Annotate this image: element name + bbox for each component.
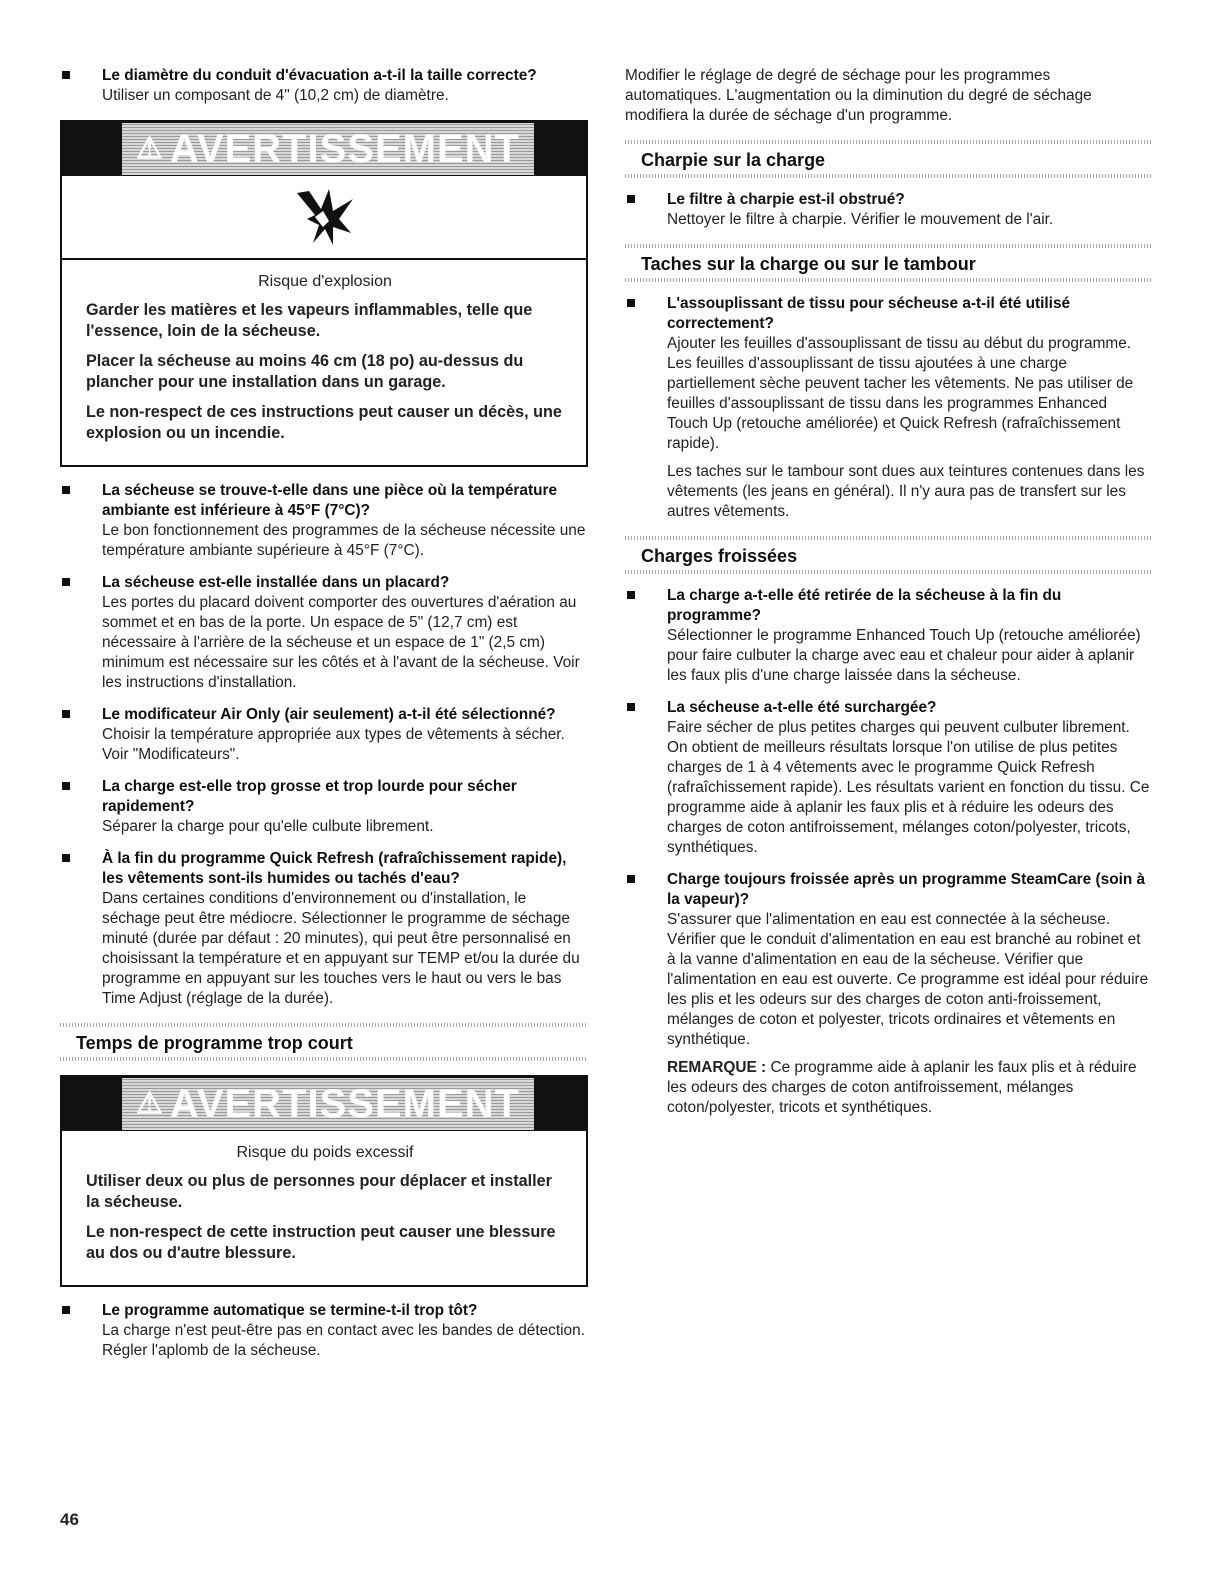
answer: Dans certaines conditions d'environnement ou d'installation, le séchage peut être médiocre. Sélectionner le programme de séchage minuté (durée par défaut : 20 minutes), qui peut être personnalisé en choisissant la température et en appuyant sur TEMP et/ou la durée du programme en appuyant sur les touches vers le haut ou vers le bas Time Adjust (réglage de la durée). xyxy=(102,890,580,1007)
explosion-icon xyxy=(62,176,586,260)
warning-subtitle: Risque du poids excessif xyxy=(236,1144,414,1161)
section-header xyxy=(625,140,1151,178)
answer: Sélectionner le programme Enhanced Touch Up (retouche améliorée) pour faire culbuter la charge avec eau et chaleur pour aider à aplanir les faux plis d'une charge laissée dans la sécheuse. xyxy=(667,627,1141,684)
list-item xyxy=(625,294,1151,522)
warning-text: Le non-respect de cette instruction peut causer une blessure au dos ou d'autre blessure. xyxy=(86,1223,556,1262)
bullet-icon xyxy=(62,71,70,79)
question: La sécheuse se trouve-t-elle dans une pièce où la température ambiante est inférieure à 45°F (7°C)? xyxy=(102,482,558,519)
list-item xyxy=(625,586,1151,686)
warning-triangle-icon: ⚠ xyxy=(136,1087,164,1120)
question: À la fin du programme Quick Refresh (rafraîchissement rapide), les vêtements sont-ils humides ou tachés d'eau? xyxy=(102,850,567,887)
answer: Ajouter les feuilles d'assouplissant de tissu au début du programme. Les feuilles d'assouplissant de tissu ajoutées à une charge partiellement sèche peuvent tacher les vêtements. Ne pas utiliser de feuilles d'assouplissant de tissu dans les programmes Enhanced Touch Up (retouche améliorée) et Quick Refresh (rafraîchissement rapide). xyxy=(667,335,1134,452)
bullet-icon xyxy=(627,703,635,711)
section-title: Charpie sur la charge xyxy=(641,150,826,170)
answer-extra: Les taches sur le tambour sont dues aux teintures contenues dans les vêtements (les jeans en général). Il n'y aura pas de transfert sur les autres vêtements. xyxy=(667,463,1145,520)
list-item xyxy=(60,777,588,837)
right-column xyxy=(625,66,1151,1130)
warning-header xyxy=(62,122,586,176)
section-title: Temps de programme trop court xyxy=(76,1033,353,1053)
warning-text: Garder les matières et les vapeurs inflammables, telle que l'essence, loin de la sécheuse. xyxy=(86,301,533,340)
warning-header xyxy=(62,1077,586,1131)
left-column xyxy=(60,66,588,1373)
warning-body xyxy=(62,260,586,465)
bullet-icon xyxy=(62,710,70,718)
bullet-icon xyxy=(62,578,70,586)
bullet-icon xyxy=(627,299,635,307)
question: La charge est-elle trop grosse et trop lourde pour sécher rapidement? xyxy=(102,778,517,815)
bullet-icon xyxy=(62,782,70,790)
warning-text: Placer la sécheuse au moins 46 cm (18 po) au-dessus du plancher pour une installation dans un garage. xyxy=(86,352,524,391)
answer: La charge n'est peut-être pas en contact avec les bandes de détection. Régler l'aplomb de la sécheuse. xyxy=(102,1322,585,1359)
bullet-icon xyxy=(627,591,635,599)
warning-body xyxy=(62,1131,586,1285)
list-item xyxy=(625,190,1151,230)
list-item xyxy=(625,698,1151,858)
divider xyxy=(60,1057,588,1061)
answer: Utiliser un composant de 4" (10,2 cm) de diamètre. xyxy=(102,87,449,104)
question: La sécheuse a-t-elle été surchargée? xyxy=(667,699,937,716)
list-item xyxy=(60,481,588,561)
bullet-icon xyxy=(62,854,70,862)
section-header xyxy=(60,1023,588,1061)
warning-title: ⚠ AVERTISSEMENT xyxy=(122,123,534,175)
paragraph: Modifier le réglage de degré de séchage pour les programmes automatiques. L'augmentation ou la diminution du degré de séchage modifiera la durée de séchage d'un programme. xyxy=(625,67,1092,124)
warning-box xyxy=(60,120,588,467)
remarque-label: REMARQUE : xyxy=(667,1059,767,1076)
list-item xyxy=(60,573,588,693)
list-item xyxy=(60,705,588,765)
list-item xyxy=(60,66,588,106)
remarque-text: Ce programme aide à aplanir les faux plis et à réduire les odeurs des charges de coton antifroissement, mélanges coton/polyester, tricots et synthétiques. xyxy=(667,1059,1137,1116)
section-header xyxy=(625,536,1151,574)
warning-title: ⚠ AVERTISSEMENT xyxy=(122,1078,534,1130)
question: Le modificateur Air Only (air seulement) a-t-il été sélectionné? xyxy=(102,706,556,723)
page-number: 46 xyxy=(60,1510,79,1529)
warning-box xyxy=(60,1075,588,1287)
section-title: Taches sur la charge ou sur le tambour xyxy=(641,254,976,274)
warning-subtitle: Risque d'explosion xyxy=(258,273,392,290)
answer: Les portes du placard doivent comporter des ouvertures d'aération au sommet et en bas de la porte. Un espace de 5" (12,7 cm) est nécessaire à l'arrière de la sécheuse et un espace de 1" (2,5 cm) minimum est nécessaire sur les côtés et à l'avant de la sécheuse. Voir les instructions d'installation. xyxy=(102,594,580,691)
question: L'assouplissant de tissu pour sécheuse a-t-il été utilisé correctement? xyxy=(667,295,1071,332)
warning-text: Le non-respect de ces instructions peut causer un décès, une explosion ou un incendie. xyxy=(86,403,562,442)
question: La charge a-t-elle été retirée de la sécheuse à la fin du programme? xyxy=(667,587,1062,624)
answer: Faire sécher de plus petites charges qui peuvent culbuter librement. On obtient de meilleurs résultats lorsque l'on utilise de plus petites charges de 1 à 4 vêtements avec le programme Quick Refresh (rafraîchissement rapide). Les résultats varient en fonction du tissu. Ce programme aide à aplanir les faux plis et à réduire les odeurs des charges de coton antifroissement, mélanges coton/polyester, tricots, synthétiques. xyxy=(667,719,1150,856)
answer: Le bon fonctionnement des programmes de la sécheuse nécessite une température ambiante supérieure à 45°F (7°C). xyxy=(102,522,586,559)
list-item xyxy=(625,870,1151,1118)
section-title: Charges froissées xyxy=(641,546,798,566)
answer: S'assurer que l'alimentation en eau est connectée à la sécheuse. Vérifier que le conduit d'alimentation en eau est branché au robinet et à la vanne d'alimentation en eau de la sécheuse. Vérifier que l'alimentation en eau est ouverte. Ce programme est idéal pour réduire les plis et les odeurs sur des charges de coton anti-froissement, mélanges de coton et polyester, tricots ordinaires et vêtements en synthétique. xyxy=(667,911,1149,1048)
divider xyxy=(625,278,1151,282)
answer: Nettoyer le filtre à charpie. Vérifier le mouvement de l'air. xyxy=(667,211,1054,228)
list-item xyxy=(60,1301,588,1361)
question: Le filtre à charpie est-il obstrué? xyxy=(667,191,905,208)
divider xyxy=(625,174,1151,178)
answer: Séparer la charge pour qu'elle culbute librement. xyxy=(102,818,434,835)
remarque-note xyxy=(667,1058,1151,1118)
bullet-icon xyxy=(627,195,635,203)
warning-text: Utiliser deux ou plus de personnes pour déplacer et installer la sécheuse. xyxy=(86,1172,552,1211)
bullet-icon xyxy=(62,486,70,494)
question: Charge toujours froissée après un programme SteamCare (soin à la vapeur)? xyxy=(667,871,1146,908)
question: Le programme automatique se termine-t-il trop tôt? xyxy=(102,1302,478,1319)
question: La sécheuse est-elle installée dans un placard? xyxy=(102,574,450,591)
warning-triangle-icon: ⚠ xyxy=(136,132,164,165)
section-header xyxy=(625,244,1151,282)
divider xyxy=(625,570,1151,574)
bullet-icon xyxy=(627,875,635,883)
bullet-icon xyxy=(62,1306,70,1314)
question: Le diamètre du conduit d'évacuation a-t-il la taille correcte? xyxy=(102,67,537,84)
answer: Choisir la température appropriée aux types de vêtements à sécher. Voir "Modificateurs". xyxy=(102,726,565,763)
list-item xyxy=(60,849,588,1009)
